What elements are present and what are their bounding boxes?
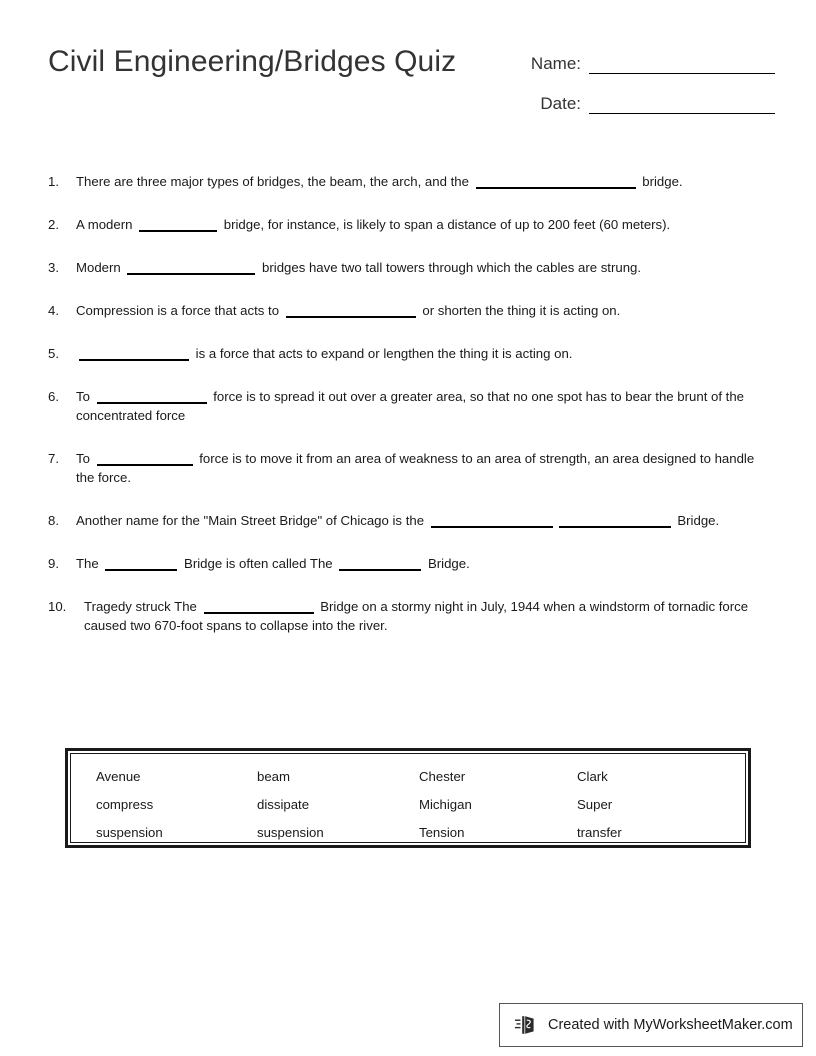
question-item	[0, 258, 816, 277]
question-text: There are three major types of bridges, the beam, the arch, and the	[76, 174, 473, 189]
answer-blank[interactable]	[139, 220, 217, 232]
question-item	[0, 511, 816, 530]
question-text: Another name for the "Main Street Bridge" of Chicago is the	[76, 513, 428, 528]
question-item	[0, 301, 816, 320]
answer-blank[interactable]	[97, 454, 193, 466]
word-bank-word[interactable]: suspension	[257, 825, 324, 840]
worksheet-maker-logo-icon	[515, 1013, 539, 1037]
question-text: force is to move it from an area of weakness to an area of strength, an area designed to handle the force.	[76, 451, 755, 485]
question-number: 8.	[48, 513, 59, 528]
answer-blank[interactable]	[339, 559, 421, 571]
question-number: 6.	[48, 389, 59, 404]
answer-blank[interactable]	[204, 602, 314, 614]
name-date-block	[505, 48, 775, 128]
question-text: bridge.	[638, 174, 683, 189]
footer-badge[interactable]	[499, 1003, 803, 1047]
question-item	[0, 387, 816, 425]
word-bank-grid	[70, 753, 746, 843]
word-bank-word[interactable]: beam	[257, 769, 290, 784]
question-item	[0, 172, 816, 191]
word-bank-row	[71, 824, 745, 852]
question-text: Bridge on a stormy night in July, 1944 when a windstorm of tornadic force caused two 670-foot spans to collapse into the river.	[84, 599, 749, 633]
word-bank-word[interactable]: suspension	[96, 825, 163, 840]
name-input-line[interactable]	[589, 54, 775, 74]
answer-blank[interactable]	[476, 177, 636, 189]
answer-blank[interactable]	[97, 392, 207, 404]
question-number: 3.	[48, 260, 59, 275]
question-text: bridge, for instance, is likely to span a distance of up to 200 feet (60 meters).	[220, 217, 671, 232]
question-item	[0, 215, 816, 234]
word-bank-row	[71, 796, 745, 824]
question-item	[0, 449, 816, 487]
answer-blank[interactable]	[79, 349, 189, 361]
answer-blank[interactable]	[127, 263, 255, 275]
question-text: A modern	[76, 217, 137, 232]
page-title: Civil Engineering/Bridges Quiz	[48, 45, 457, 78]
question-text: Bridge.	[673, 513, 720, 528]
question-text: To	[76, 451, 94, 466]
question-text: force is to spread it out over a greater area, so that no one spot has to bear the brunt of the concentrated force	[76, 389, 745, 423]
footer-badge-label: Created with MyWorksheetMaker.com	[548, 1017, 793, 1033]
question-number: 2.	[48, 217, 59, 232]
date-row	[505, 88, 775, 114]
word-bank-word[interactable]: transfer	[577, 825, 622, 840]
word-bank-word[interactable]: Tension	[419, 825, 465, 840]
question-text: The	[76, 556, 103, 571]
word-bank-word[interactable]: compress	[96, 797, 154, 812]
question-text: Modern	[76, 260, 125, 275]
answer-blank[interactable]	[559, 516, 671, 528]
question-text: Compression is a force that acts to	[76, 303, 283, 318]
question-number: 5.	[48, 346, 59, 361]
date-input-line[interactable]	[589, 94, 775, 114]
word-bank-word[interactable]: Super	[577, 797, 613, 812]
question-text: Tragedy struck The	[84, 599, 201, 614]
worksheet-header	[0, 0, 816, 150]
question-text: Bridge.	[424, 556, 470, 571]
question-number: 10.	[48, 599, 67, 614]
question-number: 1.	[48, 174, 59, 189]
question-text: is a force that acts to expand or lengthen the thing it is acting on.	[192, 346, 573, 361]
word-bank-word[interactable]: Avenue	[96, 769, 141, 784]
word-bank-word[interactable]: dissipate	[257, 797, 310, 812]
name-label: Name:	[530, 54, 581, 73]
word-bank-word[interactable]: Clark	[577, 769, 608, 784]
word-bank-word[interactable]: Chester	[419, 769, 466, 784]
question-number: 7.	[48, 451, 59, 466]
question-text: or shorten the thing it is acting on.	[418, 303, 621, 318]
question-item	[0, 554, 816, 573]
name-row	[505, 48, 775, 74]
word-bank-word[interactable]: Michigan	[419, 797, 472, 812]
date-label: Date:	[540, 94, 581, 113]
word-bank-row	[71, 768, 745, 796]
answer-blank[interactable]	[286, 306, 416, 318]
questions-list	[0, 172, 816, 659]
word-bank-box	[65, 748, 751, 848]
question-number: 9.	[48, 556, 59, 571]
question-text: To	[76, 389, 94, 404]
question-text: bridges have two tall towers through which the cables are strung.	[258, 260, 642, 275]
question-text: Bridge is often called The	[180, 556, 337, 571]
question-number: 4.	[48, 303, 59, 318]
question-item	[0, 597, 816, 635]
question-item	[0, 344, 816, 363]
answer-blank[interactable]	[105, 559, 177, 571]
answer-blank[interactable]	[431, 516, 553, 528]
